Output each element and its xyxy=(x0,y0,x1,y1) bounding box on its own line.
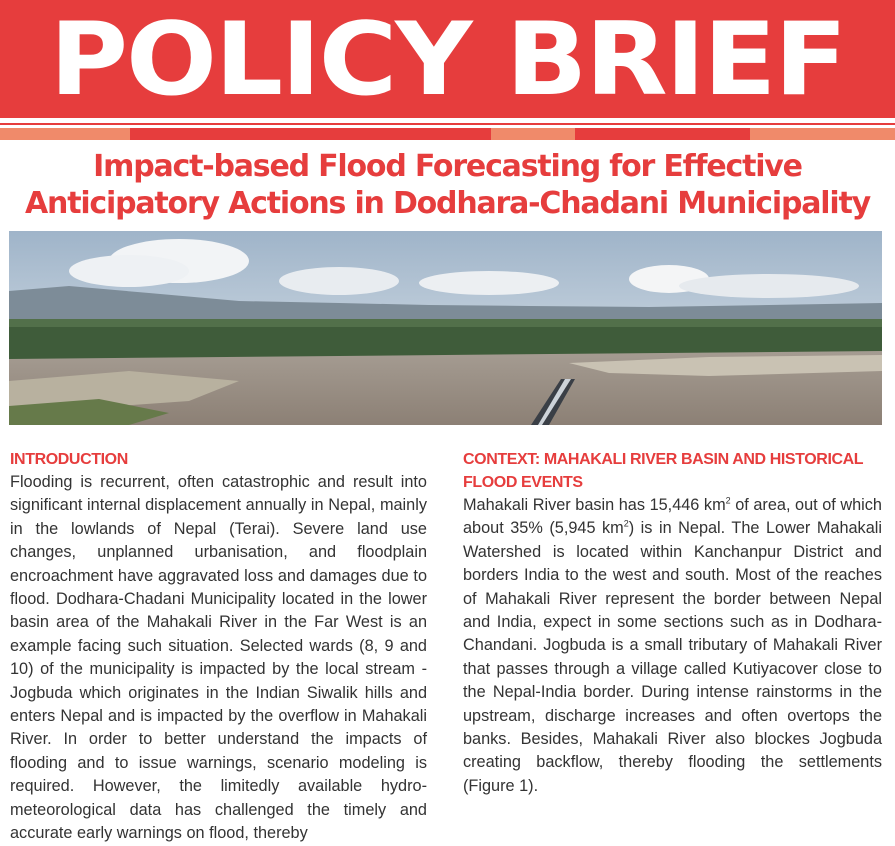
superscript: 2 xyxy=(725,495,731,506)
stripe-segment xyxy=(750,128,895,140)
policy-brief-banner xyxy=(0,0,895,118)
context-section xyxy=(463,448,882,798)
document-title xyxy=(0,148,895,222)
stripe-segment xyxy=(491,128,575,140)
context-body-part-3: ) is in Nepal. The Lower Mahakali Watershed is located within Kanchanpur District and borders India to the west and south. Most of the reaches of Mahakali River represent the border between Nepal and India, expect in some sections such as in Dodhara-Chandani. Jogbuda is a small tributary of Mahakali River that passes through a village called Kutiyacover close to the Nepal-India border. During intense rainstorms in the upstream, discharge increases and often overtops the banks. Besides, Mahakali River also blockes Jogbuda creating backflow, thereby flooding the settlements (Figure 1). xyxy=(463,519,882,795)
title-line-2: Anticipatory Actions in Dodhara-Chadani Municipality xyxy=(25,186,870,221)
context-body-part-2: of area, out of which about 35% (5,945 km xyxy=(463,496,882,538)
context-body-part-1: Mahakali River basin has 15,446 km xyxy=(463,496,726,514)
introduction-body: Flooding is recurrent, often catastrophic and result into significant internal displacement annually in Nepal, mainly in the lowlands of Nepal (Terai). Severe land use changes, unplanned urbanisation, and floodplain encroachment have aggravated loss and damages due to flood. Dodhara-Chadani Municipality located in the lower basin area of the Mahakali River in the Far West is an example facing such situation. Selected wards (8, 9 and 10) of the municipality is impacted by the local stream -Jogbuda which originates in the Indian Siwalik hills and enters Nepal and is impacted by the overflow in Mahakali River. In order to better understand the impacts of flooding and to issue warnings, scenario modeling is required. However, the limitedly available hydro-meteorological data has challenged the timely and accurate early warnings on flood, thereby xyxy=(10,473,427,843)
context-heading: CONTEXT: MAHAKALI RIVER BASIN AND HISTORICAL FLOOD EVENTS xyxy=(463,451,863,491)
superscript: 2 xyxy=(623,518,629,529)
divider-line xyxy=(0,123,895,125)
introduction-heading: INTRODUCTION xyxy=(10,451,128,468)
stripe-segment xyxy=(130,128,491,140)
context-body xyxy=(463,494,882,798)
introduction-section xyxy=(10,448,427,846)
stripe-segment xyxy=(575,128,750,140)
river-landscape-photo xyxy=(9,231,882,425)
banner-title: POLICY BRIEF xyxy=(49,0,846,118)
stripe-segment xyxy=(0,128,130,140)
title-line-1: Impact-based Flood Forecasting for Effective xyxy=(93,149,802,184)
